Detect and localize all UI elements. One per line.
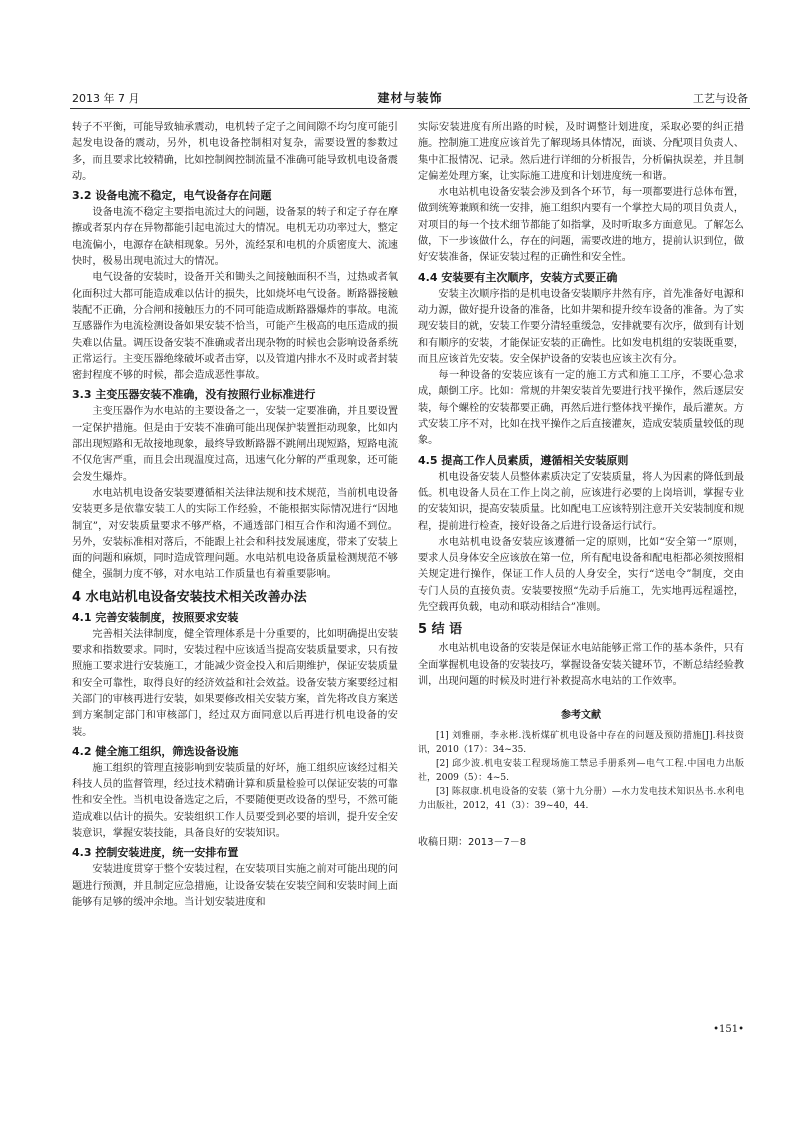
section-name: 工艺与设备	[693, 92, 748, 105]
paragraph: 主变压器作为水电站的主要设备之一，安装一定要准确，并且要设置一定保护措施。但是由于安装不准确可能出现保护装置拒动现象，比如内部出现短路和无故接地现象，最终导致断路器不跳闸出现短路，短路电流不仅危害严重，而且会出现温度过高，迅速气化分解的严重现象，还可能会发生爆炸。	[72, 406, 399, 483]
section-heading-5: 5 结 语	[418, 622, 463, 638]
received-date: 收稿日期：2013－7－8	[418, 836, 527, 848]
section-heading-4-1: 4.1 完善安装制度，按照要求安装	[72, 610, 239, 624]
paragraph: 机电设备安装人员整体素质决定了安装质量，将人为因素的降低到最低。机电设备人员在工作上岗之前，应该进行必要的上岗培训，掌握专业的安装知识，提高安装质量。比如配电工应该特别注意开关安装制度和规程，提前进行检查，接好设备之后进行设备运行试行。	[418, 471, 745, 532]
paragraph: 水电站机电设备安装应该遵循一定的原则，比如“安全第一”原则，要求人员身体安全应该放在第一位，所有配电设备和配电柜都必须按照相关规定进行操作，保证工作人员的人身安全，实行“送电令”制度，交由专门人员的直接负责。安装要按照“先动手后施工，先实地再远程遥控，先空载再负载，电动和联动相结合”准则。	[418, 536, 744, 614]
paragraph: 水电站机电设备安装会涉及到各个环节，每一项都要进行总体布置，做到统筹兼顾和统一安排，施工组织内要有一个掌控大局的项目负责人，对项目的每一个技术细节都能了如指掌，及时听取多方面意见。了解怎么做，下一步该做什么，存在的问题，需要改进的地方，提前认识到位，做好安装准备，保证安装过程的正确性和安全性。	[418, 187, 745, 264]
paragraph: 设备电流不稳定主要指电流过大的问题，设备泵的转子和定子存在摩擦或者泵内存在异物都能引起电流过大的情况。电机无功功率过大，整定电流偏小，电源存在缺相现象。另外，流经泵和电机的介质密度大、流速快时，极易出现电流过大的情况。	[72, 207, 399, 268]
paragraph: 电气设备的安装时，设备开关和锄头之间接触面积不当，过热或者氧化面积过大都可能造成难以估计的损失，比如烧坏电气设备。断路器接触装配不正确，分合闸和接触压力的不同可能造成断路器爆炸的事故。电流互感器作为电流检测设备如果安装不恰当，可能产生极高的电压造成的损失难以估量。调压设备安装不准确或者出现杂物的时候也会影响设备系统正常运行。主变压器绝缘破坏或者击穿，以及管道内排水不及时或者封装密封程度不够的时候，都会造成恶性事故。	[72, 272, 399, 382]
paragraph: 施工组织的管理直接影响到安装质量的好坏，施工组织应该经过相关科技人员的监督管理，经过技术精确计算和质量检验可以保证安装的可靠性和安全性。当机电设备选定之后，不要随便更改设备的型号，不然可能造成难以估计的损失。安装组织工作人员要受到必要的培训，提升安全安装意识，掌握安装技能，具备良好的安装知识。	[72, 762, 399, 839]
paragraph: 完善相关法律制度，健全管理体系是十分重要的，比如明确提出安装要求和指数要求。同时，安装过程中应该适当提高安装质量要求，只有按照施工要求进行安装施工，才能减少资金投入和后期维护，保证安装质量和安全可靠性，取得良好的经济效益和社会效益。设备安装方案要经过相关部门的审核再进行安装，如果要修改相关安装方案，首先将改良方案送到方案制定部门和审核部门，经过双方面同意以后再进行机电设备的安装。	[72, 628, 399, 738]
reference-item: [1] 刘雅丽，李永彬.浅析煤矿机电设备中存在的问题及预防措施[J].科技资讯，2010（17）：34~35.	[418, 730, 744, 755]
section-heading-3-3: 3.3 主变压器安装不准确，没有按照行业标准进行	[72, 388, 316, 402]
paragraph: 安装主次顺序指的是机电设备安装顺序井然有序，首先准备好电源和动力源，做好提升设备的准备，比如井架和提升绞车设备的准备。为了实现安装目的就，安装工作要分清轻重缓急，安排就要有次序，做到有计划和有顺序的安装，才能保证安装的正确性。比如发电机组的安装既重要，而且应该首先安装。安全保护设备的安装也应该主次有分。	[418, 288, 745, 365]
section-heading-4-4: 4.4 安装要有主次顺序，安装方式要正确	[418, 270, 618, 284]
section-heading-4-3: 4.3 控制安装进度，统一安排布置	[72, 846, 239, 860]
paragraph: 水电站机电设备的安装是保证水电站能够正常工作的基本条件，只有全面掌握机电设备的安装技巧，掌握设备安装关键环节，不断总结经验教训，出现问题的时候及时进行补救提高水电站的工作效率。	[418, 643, 745, 687]
journal-name: 建材与装饰	[377, 91, 443, 105]
paragraph: 安装进度贯穿于整个安装过程，在安装项目实施之前对可能出现的问题进行预测，并且制定应急措施，让设备安装在安装空间和安装时间上面能够有足够的缓冲余地。当计划安装进度和	[72, 864, 399, 908]
references-title: 参考文献	[561, 710, 601, 722]
right-column	[418, 120, 744, 851]
reference-item: [3] 陈叔康.机电设备的安装（第十九分册）—水力发电技术知识丛书.水利电力出版社，2012，41（3）：39~40，44.	[418, 786, 744, 811]
section-heading-3-2: 3.2 设备电流不稳定，电气设备存在问题	[72, 189, 272, 203]
paragraph: 水电站机电设备安装要遵循相关法律法规和技术规范，当前机电设备安装更多是依靠安装工人的实际工作经验，不能根据实际情况进行“因地制宜”，对安装质量要求不够严格，不通透部门相互合作和沟通不到位。另外，安装标准相对落后，不能跟上社会和科技发展速度，带来了安装上面的问题和麻烦，同时造成管理问题。水电站机电设备质量检测规范不够健全，强制力度不够，对水电站工作质量也有着重要影响。	[72, 487, 399, 581]
section-heading-4-2: 4.2 健全施工组织，筛选设备设施	[72, 744, 239, 758]
paragraph: 每一种设备的安装应该有一定的施工方式和施工工序，不要心急求成，颠倒工序。比如：常规的井架安装首先要进行找平操作，然后逐层安装，每个螺栓的安装都要正确，再然后进行整体找平操作，最后灌灰。方式安装工序不对，比如在找平操作之后直接灌灰，造成安装质量较低的现象。	[418, 370, 744, 447]
running-header	[70, 88, 750, 109]
left-column	[72, 120, 398, 911]
section-heading-4: 4 水电站机电设备安装技术相关改善办法	[72, 589, 307, 605]
paragraph: 实际安装进度有所出路的时候，及时调整计划进度，采取必要的纠正措施。控制施工进度应该首先了解现场具体情况，面谈、分配项目负责人、集中汇报情况、记录。然后进行详细的分析报告，分析偏执误差，并且制定偏差处理方案，让实际施工进度和计划进度统一和谐。	[418, 122, 744, 182]
section-heading-4-5: 4.5 提高工作人员素质，遵循相关安装原则	[418, 453, 629, 467]
issue-date: 2013 年 7 月	[72, 92, 140, 105]
page-number: •151•	[713, 1024, 744, 1035]
paragraph: 转子不平衡，可能导致轴承震动，电机转子定子之间间隙不均匀度可能引起发电设备的震动，另外，机电设备控制相对复杂，需要设置的参数过多，而且要求比较精确，比如控制阀控制流量不准确可能导致机电设备震动。	[72, 122, 398, 182]
reference-item: [2] 邱少波.机电安装工程现场施工禁忌手册系列—电气工程.中国电力出版社，2009（5）：4~5.	[418, 758, 744, 783]
